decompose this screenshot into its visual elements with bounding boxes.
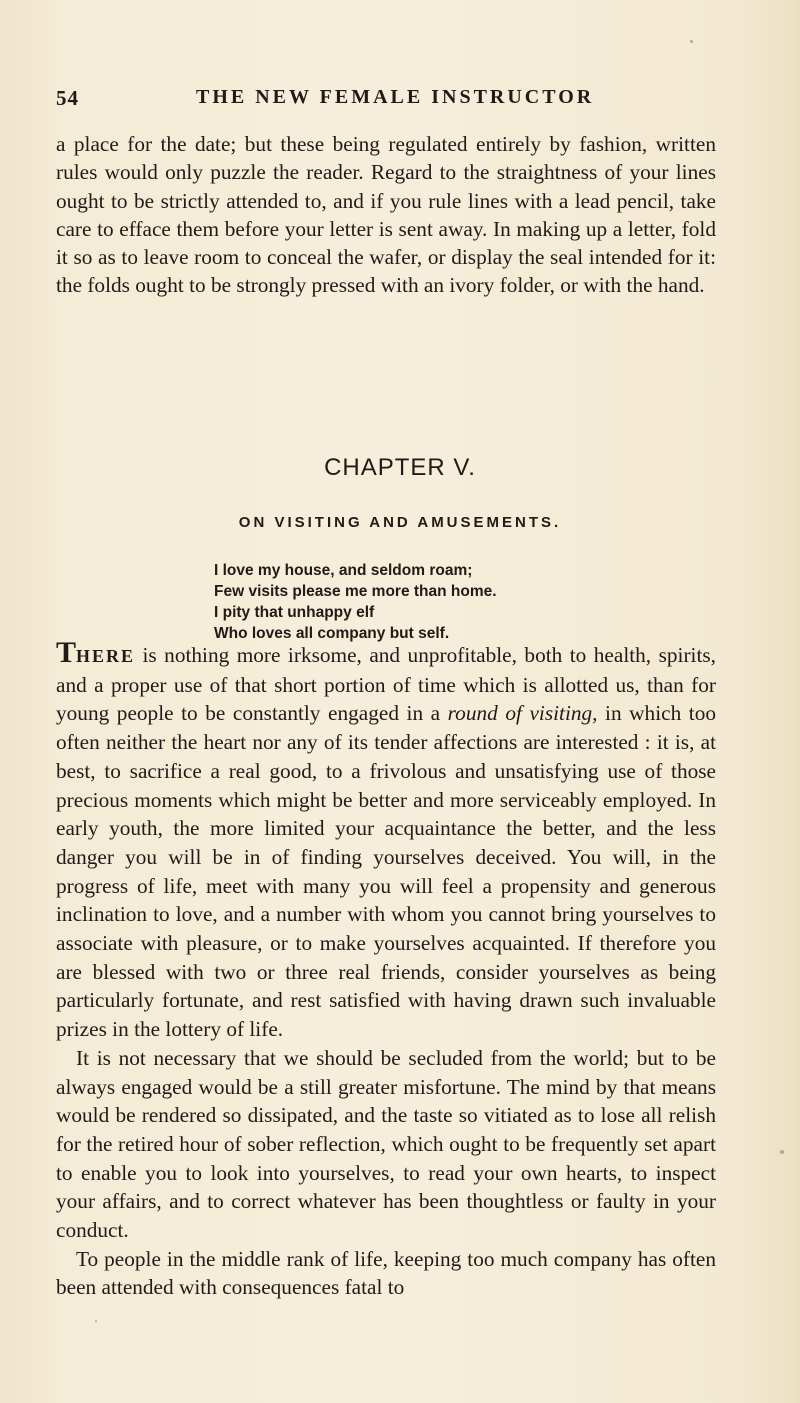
opening-small-caps: HERE bbox=[76, 646, 136, 666]
epigraph-line: Who loves all company but self. bbox=[214, 625, 450, 642]
body-paragraph-3: To people in the middle rank of life, keeping too much company has often been attended with consequences fatal to bbox=[56, 1246, 716, 1300]
epigraph-line: I love my house, and seldom roam; bbox=[214, 562, 473, 579]
running-title: THE NEW FEMALE INSTRUCTOR bbox=[196, 86, 595, 108]
drop-cap: T bbox=[56, 636, 77, 669]
continued-paragraph: a place for the date; but these being regulated entirely by fashion, written rules would only puzzle the reader. Regard to the straightness of your lines ought to be strictly attended to, and if you rule lines with a lead pencil, take care to efface them before your letter is sent away. In making up a letter, fold it so as to leave room to conceal the wafer, or display the seal intended for it: the folds ought to be strongly pressed with an ivory folder, or with the hand. bbox=[56, 132, 716, 298]
chapter-heading: CHAPTER V. bbox=[324, 454, 476, 481]
body-paragraph-2: It is not necessary that we should be secluded from the world; but to be always engaged would be a still greater misfortune. The mind by that means would be rendered so dissipated, and the taste so vitiated as to lose all relish for the retired hour of sober reflection, which ought to be frequently set apart to enable you to look into yourselves, to read your own hearts, to inspect your affairs, and to correct whatever has been thoughtless or faulty in your conduct. bbox=[56, 1045, 716, 1243]
epigraph-line: Few visits please me more than home. bbox=[214, 583, 497, 600]
page-header bbox=[56, 86, 756, 116]
paper-speck bbox=[780, 1150, 784, 1154]
epigraph-line: I pity that unhappy elf bbox=[214, 604, 375, 621]
paper-speck bbox=[690, 40, 693, 43]
chapter-subtitle: ON VISITING AND AMUSEMENTS. bbox=[238, 514, 562, 531]
chapter-body bbox=[56, 638, 716, 1302]
body-paragraph-1 bbox=[56, 638, 716, 1044]
epigraph bbox=[214, 560, 634, 644]
paragraph-text: is nothing more irksome, and unprofitable, both to health, spirits, and a proper use of that short portion of time which is allotted us, than for young people to be constantly engaged in a bbox=[56, 643, 716, 726]
page-number: 54 bbox=[56, 86, 79, 110]
paragraph-text: in which too often neither the heart nor any of its tender affections are interested : it is, at best, to sacrifice a real good, to a frivolous and unsatisfying use of those precious moments which might be better and more serviceably employed. In early youth, the more limited your acquaintance the better, and the less danger you will be in of finding yourselves deceived. You will, in the progress of life, meet with many you will feel a propensity and generous inclination to love, and a number with whom you cannot bring yourselves to associate with pleasure, or to make yourselves acquainted. If therefore you are blessed with two or three real friends, consider yourselves as being particularly fortunate, and rest satisfied with having drawn such invaluable prizes in the lottery of life. bbox=[56, 701, 716, 1042]
italic-phrase: round of visiting, bbox=[447, 701, 598, 726]
paper-speck bbox=[95, 1320, 97, 1322]
